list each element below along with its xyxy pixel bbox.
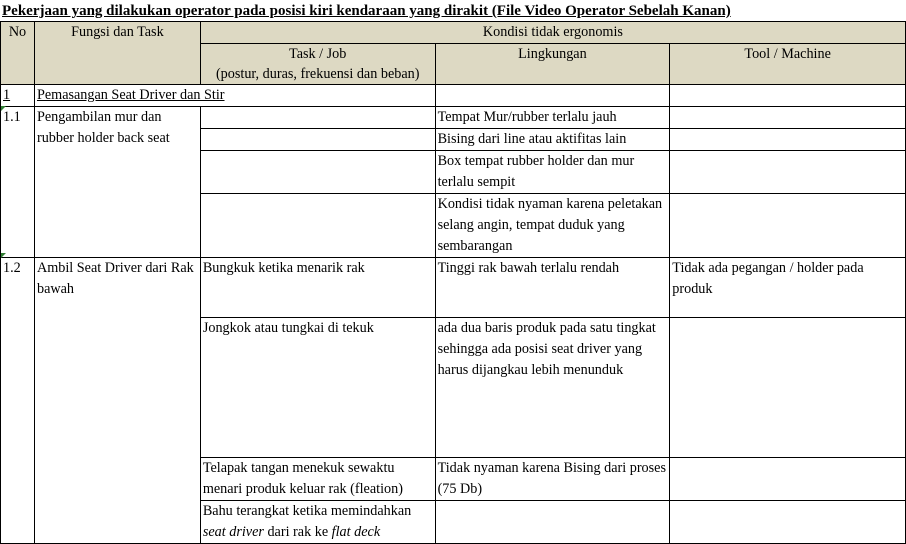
empty-cell xyxy=(670,501,906,544)
header-tool: Tool / Machine xyxy=(670,44,906,85)
header-task xyxy=(200,44,435,85)
task-4-flat-deck: flat deck xyxy=(331,524,381,540)
header-no: No xyxy=(1,22,35,85)
empty-cell xyxy=(670,151,906,194)
row-1-2-task-2: Jongkok atau tungkai di tekuk xyxy=(200,318,435,458)
comment-marker-icon xyxy=(1,253,6,258)
page-title: Pekerjaan yang dilakukan operator pada posisi kiri kendaraan yang dirakit (File Video Operator Sebelah Kanan) xyxy=(2,3,731,19)
row-1-2-lingkungan-3: Tidak nyaman karena Bising dari proses (75 Db) xyxy=(435,458,670,501)
section-1-label: Pemasangan Seat Driver dan Stir xyxy=(34,85,435,107)
row-1-2-tool-3 xyxy=(670,458,906,501)
row-1-1-lingkungan-1: Tempat Mur/rubber terlalu jauh xyxy=(435,107,670,129)
row-1-2-no: 1.2 xyxy=(1,258,35,544)
row-1-2-task-3: Telapak tangan menekuk sewaktu menari produk keluar rak (fleation) xyxy=(200,458,435,501)
empty-cell xyxy=(200,151,435,194)
row-1-1-fungsi: Pengambilan mur dan rubber holder back seat xyxy=(34,107,200,258)
row-1-1-lingkungan-3: Box tempat rubber holder dan mur terlalu sempit xyxy=(435,151,670,194)
task-4-seat-driver: seat driver xyxy=(202,524,264,540)
row-1-1-lingkungan-4: Kondisi tidak nyaman karena peletakan selang angin, tempat duduk yang sembarangan xyxy=(435,194,670,258)
section-1-no: 1 xyxy=(1,85,35,107)
header-fungsi: Fungsi dan Task xyxy=(34,22,200,85)
row-1-2-task-4 xyxy=(200,501,435,544)
empty-cell xyxy=(670,85,906,107)
row-1-2-fungsi: Ambil Seat Driver dari Rak bawah xyxy=(34,258,200,544)
empty-cell xyxy=(670,129,906,151)
empty-cell xyxy=(670,107,906,129)
row-1-1-lingkungan-2: Bising dari line atau aktifitas lain xyxy=(435,129,670,151)
empty-cell xyxy=(670,194,906,258)
comment-marker-icon xyxy=(1,106,6,111)
header-lingkungan: Lingkungan xyxy=(435,44,670,85)
row-1-2-lingkungan-2: ada dua baris produk pada satu tingkat sehingga ada posisi seat driver yang harus dijangkau lebih menunduk xyxy=(435,318,670,458)
row-1-2-tool-1: Tidak ada pegangan / holder pada produk xyxy=(670,258,906,318)
empty-cell xyxy=(435,85,670,107)
empty-cell xyxy=(200,194,435,258)
header-task-line2: (postur, duras, frekuensi dan beban) xyxy=(215,66,420,82)
row-1-1-no: 1.1 xyxy=(1,107,35,258)
empty-cell xyxy=(435,501,670,544)
row-1-2-lingkungan-1: Tinggi rak bawah terlalu rendah xyxy=(435,258,670,318)
row-1-2-tool-2 xyxy=(670,318,906,458)
ergonomics-table xyxy=(0,21,906,544)
task-4-text: Bahu terangkat ketika memindahkan xyxy=(202,503,412,519)
header-kondisi: Kondisi tidak ergonomis xyxy=(200,22,905,44)
empty-cell xyxy=(200,107,435,129)
task-4-middle: dari rak ke xyxy=(263,524,332,540)
row-1-2-task-1: Bungkuk ketika menarik rak xyxy=(200,258,435,318)
empty-cell xyxy=(200,129,435,151)
header-task-line1: Task / Job xyxy=(289,46,347,62)
